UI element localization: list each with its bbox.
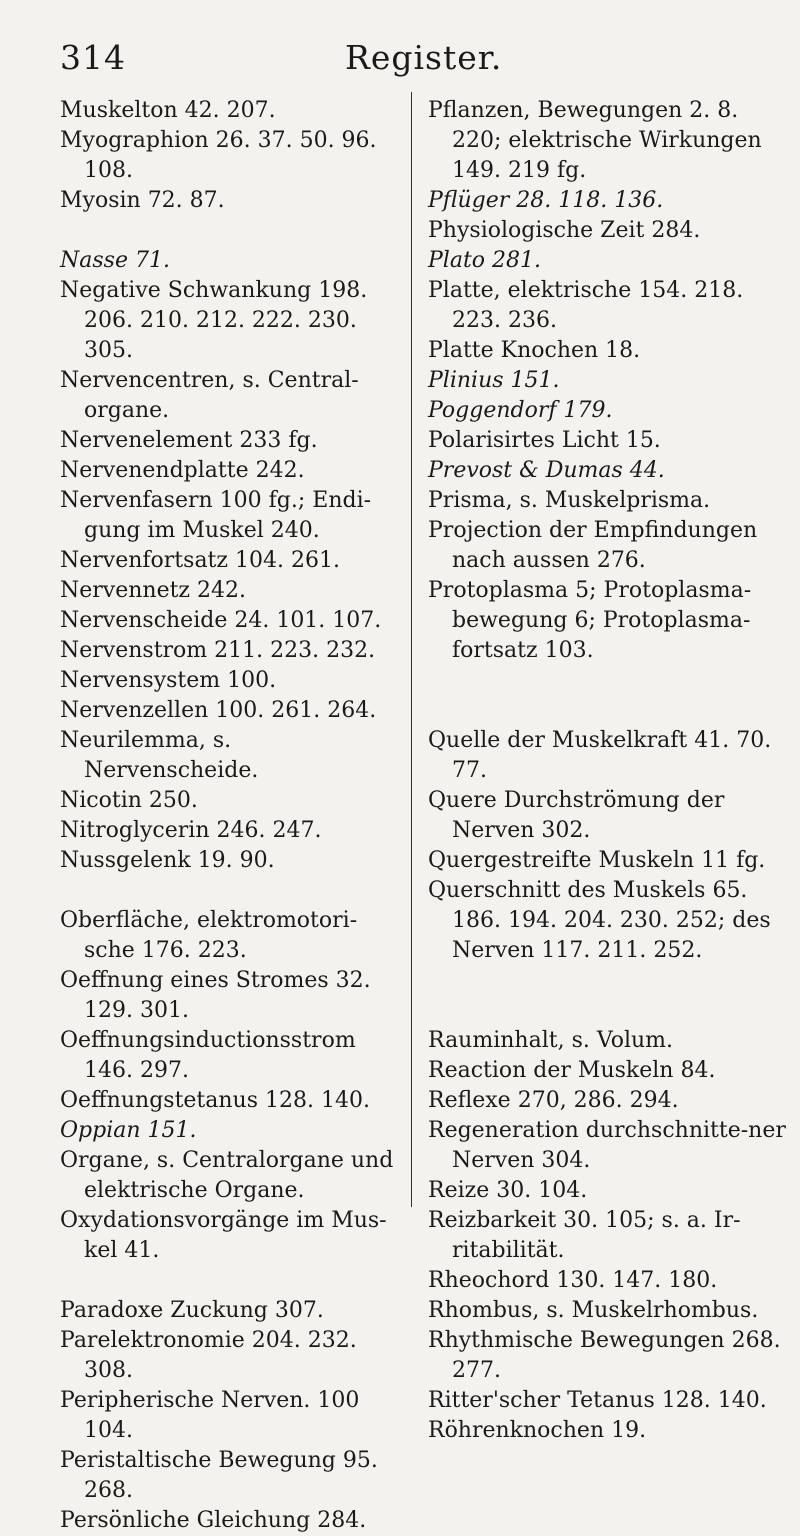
- index-entry: Polarisirtes Licht 15.: [428, 428, 661, 453]
- section-gap: [60, 876, 405, 906]
- index-entry: Nervencentren, s. Central-organe.: [60, 368, 359, 423]
- index-entry: Negative Schwankung 198. 206. 210. 212. 222. 230. 305.: [60, 278, 368, 363]
- index-column-left: [60, 96, 405, 1536]
- running-head: Register.: [345, 38, 503, 77]
- index-entry: Platte, elektrische 154. 218. 223. 236.: [428, 278, 744, 333]
- index-entry: Röhrenknochen 19.: [428, 1418, 647, 1443]
- index-entry: Rauminhalt, s. Volum.: [428, 1028, 674, 1053]
- index-entry: Nervenfasern 100 fg.; Endi-gung im Muskel 240.: [60, 488, 372, 543]
- index-entry: Reizbarkeit 30. 105; s. a. Ir-ritabilität.: [428, 1208, 741, 1263]
- index-entry: Oppian 151.: [60, 1118, 197, 1143]
- index-entry: Nussgelenk 19. 90.: [60, 848, 275, 873]
- index-entry: Oeffnungstetanus 128. 140.: [60, 1088, 370, 1113]
- index-entry: Prevost & Dumas 44.: [428, 458, 665, 483]
- index-entry: Oberfläche, elektromotori-sche 176. 223.: [60, 908, 358, 963]
- index-entry: Plinius 151.: [428, 368, 560, 393]
- index-entry: Projection der Empfindungen nach aussen 276.: [428, 518, 758, 573]
- index-entry: Pflanzen, Bewegungen 2. 8. 220; elektrische Wirkungen 149. 219 fg.: [428, 98, 762, 183]
- section-gap: [428, 666, 788, 726]
- index-entry: Myosin 72. 87.: [60, 188, 225, 213]
- index-entry: Paradoxe Zuckung 307.: [60, 1298, 324, 1323]
- column-divider: [411, 92, 412, 1207]
- index-entry: Oeffnung eines Stromes 32. 129. 301.: [60, 968, 371, 1023]
- index-entry: Nitroglycerin 246. 247.: [60, 818, 322, 843]
- index-entry: Nervenzellen 100. 261. 264.: [60, 698, 377, 723]
- index-entry: Parelektronomie 204. 232. 308.: [60, 1328, 357, 1383]
- section-gap: [60, 1266, 405, 1296]
- index-entry: Querschnitt des Muskels 65. 186. 194. 204. 230. 252; des Nerven 117. 211. 252.: [428, 878, 771, 963]
- index-entry: Nervenstrom 211. 223. 232.: [60, 638, 376, 663]
- index-entry: Neurilemma, s. Nervenscheide.: [60, 728, 259, 783]
- index-entry: Nervenscheide 24. 101. 107.: [60, 608, 382, 633]
- index-entry: Quere Durchströmung der Nerven 302.: [428, 788, 725, 843]
- index-entry: Physiologische Zeit 284.: [428, 218, 701, 243]
- index-entry: Peripherische Nerven. 100 104.: [60, 1388, 360, 1443]
- index-entry: Nervensystem 100.: [60, 668, 277, 693]
- index-entry: Reaction der Muskeln 84.: [428, 1058, 716, 1083]
- section-gap: [60, 216, 405, 246]
- index-entry: Nicotin 250.: [60, 788, 198, 813]
- index-entry: Rhombus, s. Muskelrhombus.: [428, 1298, 759, 1323]
- index-entry: Muskelton 42. 207.: [60, 98, 276, 123]
- index-entry: Nervennetz 242.: [60, 578, 247, 603]
- index-entry: Poggendorf 179.: [428, 398, 613, 423]
- index-entry: Nasse 71.: [60, 248, 170, 273]
- index-entry: Nervenendplatte 242.: [60, 458, 305, 483]
- index-entry: Rhythmische Bewegungen 268. 277.: [428, 1328, 781, 1383]
- index-entry: Rheochord 130. 147. 180.: [428, 1268, 718, 1293]
- index-entry: Ritter'scher Tetanus 128. 140.: [428, 1388, 767, 1413]
- index-entry: Nervenfortsatz 104. 261.: [60, 548, 340, 573]
- index-entry: Oeffnungsinductionsstrom 146. 297.: [60, 1028, 356, 1083]
- index-entry: Reflexe 270, 286. 294.: [428, 1088, 679, 1113]
- index-entry: Nervenelement 233 fg.: [60, 428, 318, 453]
- page-number: 314: [60, 38, 126, 77]
- index-entry: Oxydationsvorgänge im Mus-kel 41.: [60, 1208, 387, 1263]
- section-gap: [428, 966, 788, 1026]
- index-entry: Organe, s. Centralorgane und elektrische Organe.: [60, 1148, 394, 1203]
- index-column-right: [428, 96, 788, 1446]
- index-entry: Pflüger 28. 118. 136.: [428, 188, 664, 213]
- index-entry: Regeneration durchschnitte-ner Nerven 304.: [428, 1118, 786, 1173]
- index-entry: Quelle der Muskelkraft 41. 70. 77.: [428, 728, 772, 783]
- index-entry: Peristaltische Bewegung 95. 268.: [60, 1448, 378, 1503]
- index-entry: Prisma, s. Muskelprisma.: [428, 488, 711, 513]
- index-entry: Myographion 26. 37. 50. 96. 108.: [60, 128, 377, 183]
- index-entry: Persönliche Gleichung 284.: [60, 1508, 367, 1533]
- index-entry: Quergestreifte Muskeln 11 fg.: [428, 848, 766, 873]
- index-entry: Plato 281.: [428, 248, 542, 273]
- index-entry: Reize 30. 104.: [428, 1178, 588, 1203]
- index-entry: Platte Knochen 18.: [428, 338, 641, 363]
- index-entry: Protoplasma 5; Protoplasma-bewegung 6; Protoplasma-fortsatz 103.: [428, 578, 752, 663]
